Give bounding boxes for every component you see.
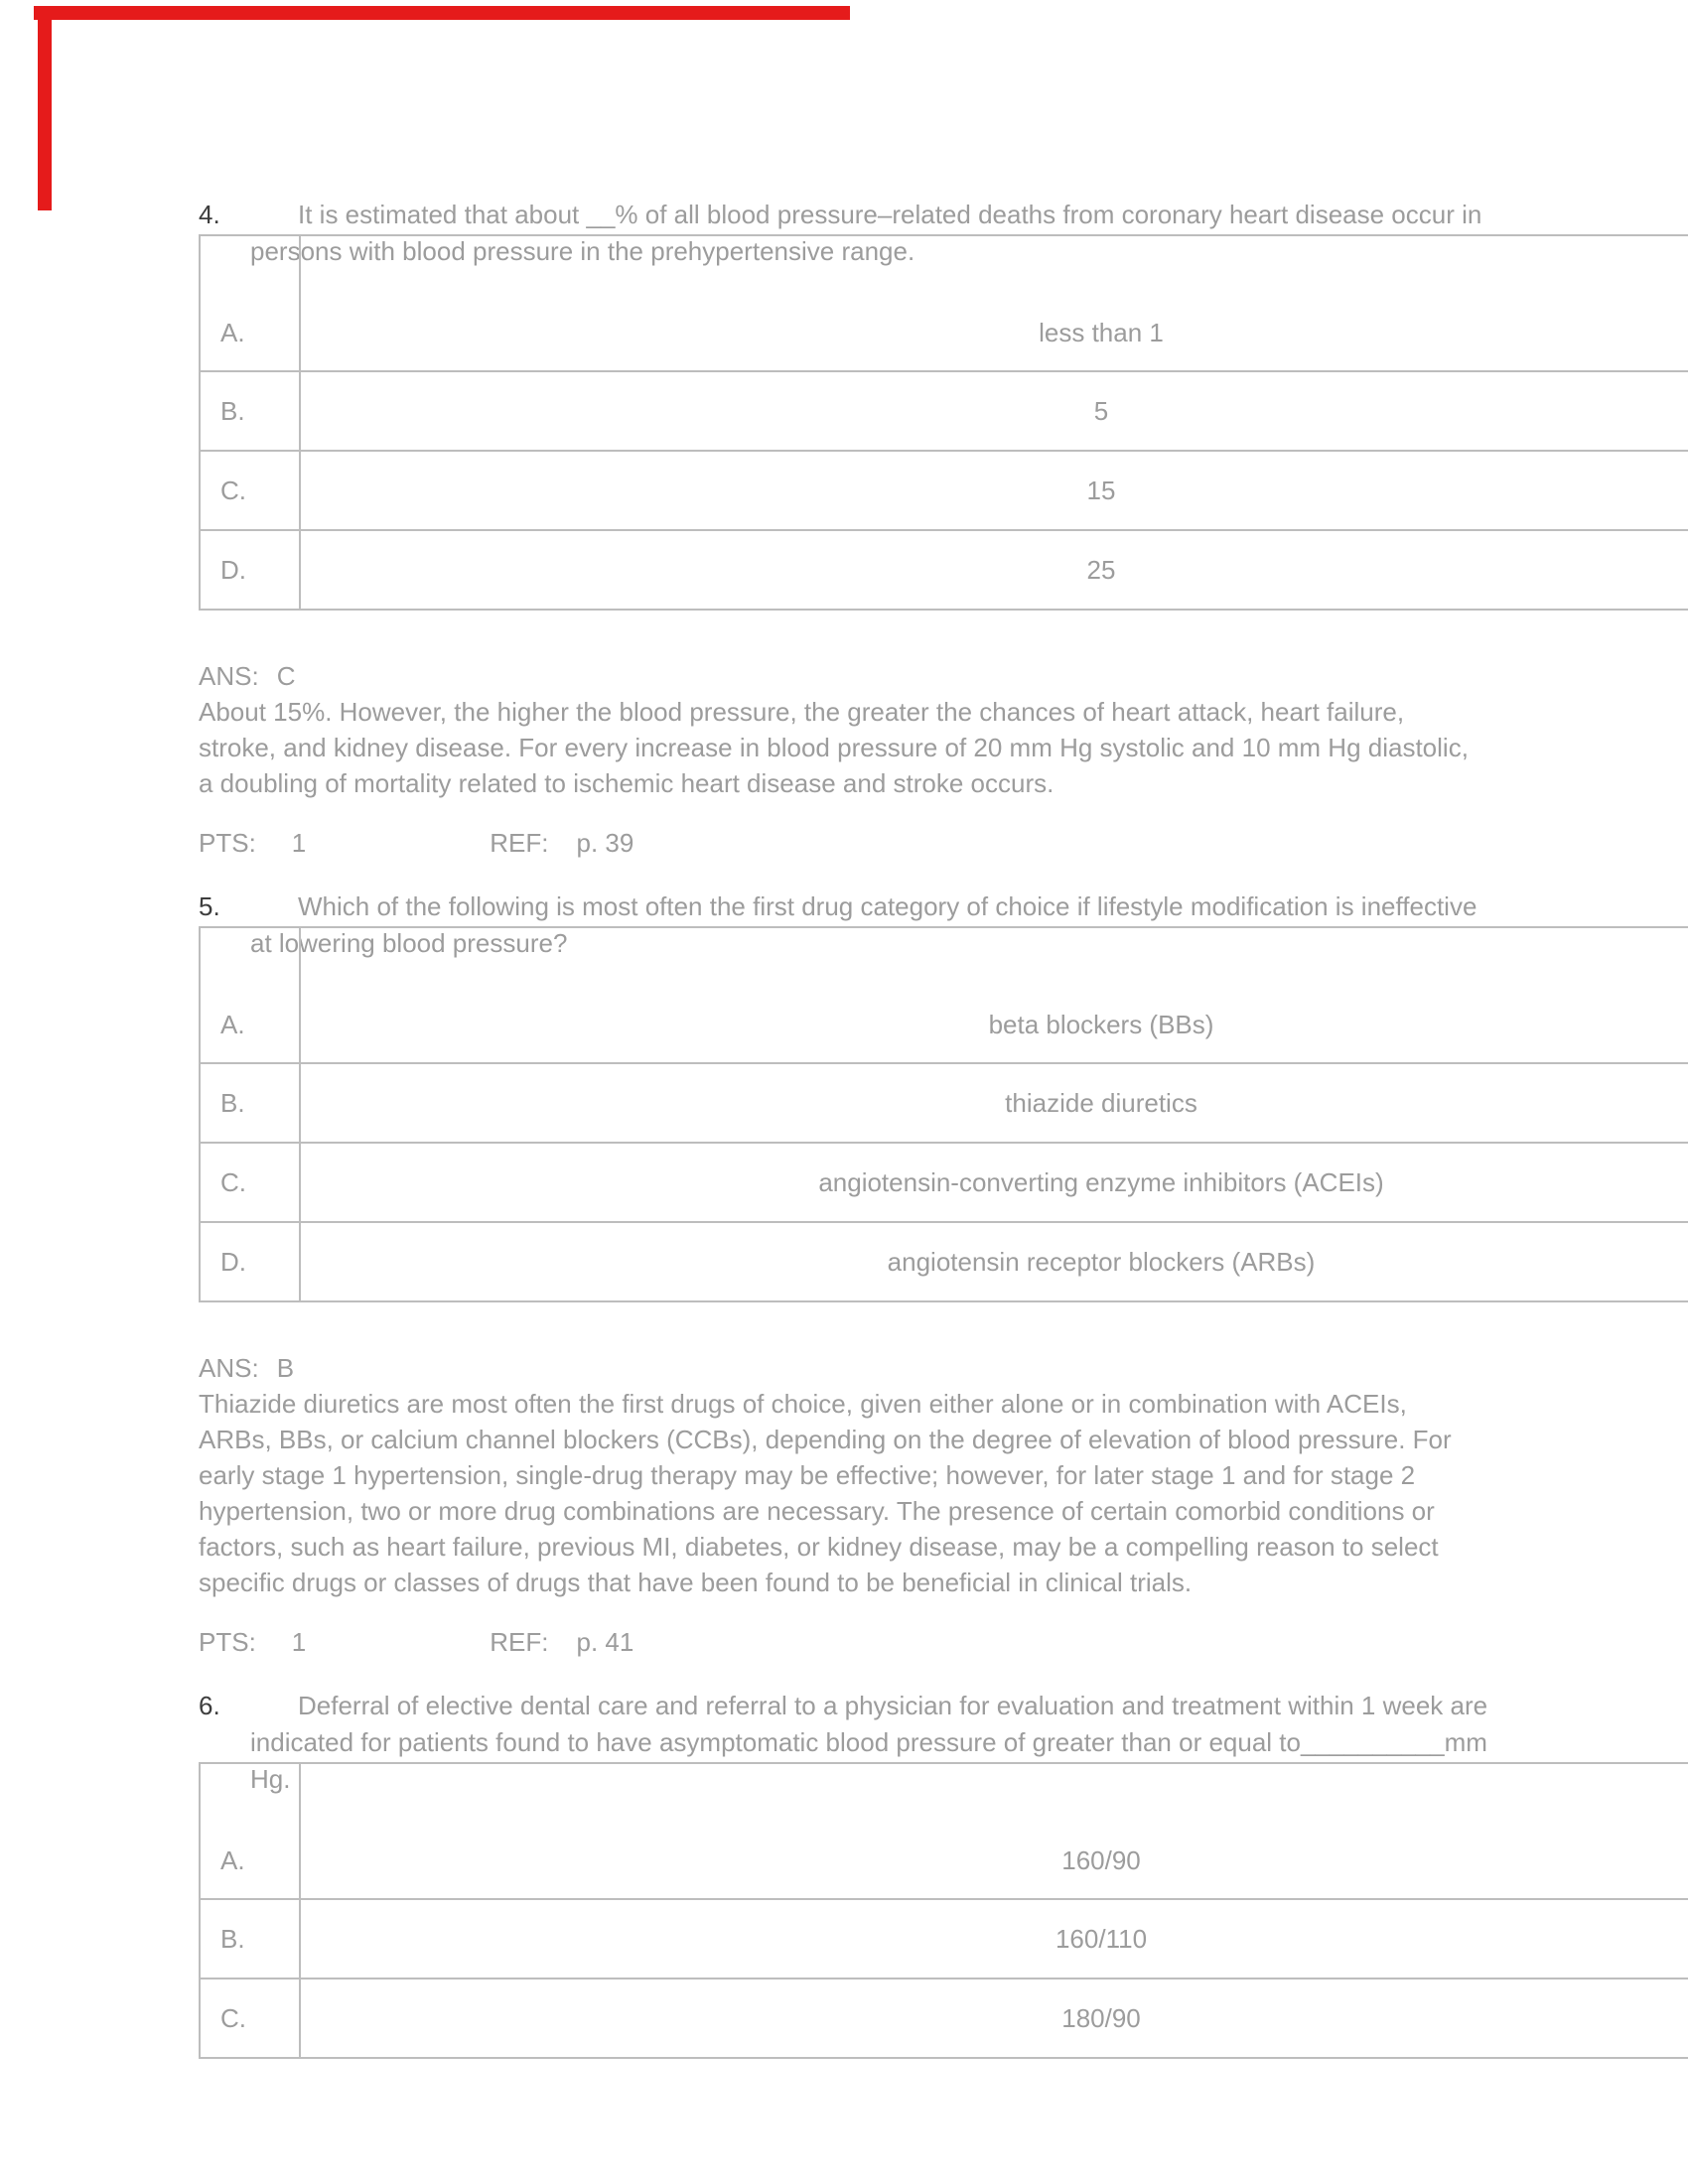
pts-value: 1 [291,1627,307,1657]
question-text: It is estimated that about __% of all blood pressure–related deaths from coronary heart disease occur in persons with blood pressure in the prehypertensive range. [250,200,1482,266]
option-label: B. [200,371,300,451]
option-row [200,927,1688,1063]
answer-line [199,1350,1479,1386]
points-reference-line [199,825,1688,861]
option-label: A. [200,235,300,371]
question-block-5 [199,888,1688,1660]
option-row [200,1222,1688,1301]
answer-label: ANS: [199,1353,259,1383]
ref-label: REF: [490,828,549,858]
options-table [199,234,1688,611]
pts-value: 1 [291,828,307,858]
question-number: 4. [199,200,220,229]
ref-label: REF: [490,1627,549,1657]
option-label: D. [200,1222,300,1301]
answer-label: ANS: [199,661,259,691]
option-row [200,1899,1688,1979]
option-value: 25 [300,530,1688,610]
answer-value: B [276,1353,295,1383]
option-label: B. [200,1063,300,1143]
option-row [200,371,1688,451]
question-block-4 [199,197,1688,861]
option-value: 180/90 [300,1979,1688,2058]
ref-value: p. 41 [576,1627,634,1657]
options-table [199,926,1688,1302]
option-value: beta blockers (BBs) [300,927,1688,1063]
option-value: 160/90 [300,1763,1688,1899]
question-block-6 [199,1688,1688,2059]
option-value: less than 1 [300,235,1688,371]
option-label: C. [200,1143,300,1222]
option-value: angiotensin receptor blockers (ARBs) [300,1222,1688,1301]
question-text: Deferral of elective dental care and referral to a physician for evaluation and treatment within 1 week are indicated for patients found to have asymptomatic blood pressure of greater than or equal to__________mm Hg. [250,1691,1488,1794]
ref-value: p. 39 [576,828,634,858]
explanation-text: Thiazide diuretics are most often the first drugs of choice, given either alone or in combination with ACEIs, ARBs, BBs, or calcium channel blockers (CCBs), depending on the degree of elevation of blood pressure. For early stage 1 hypertension, single-drug therapy may be effective; however, for later stage 1 and for stage 2 hypertension, two or more drug combinations are necessary. The presence of certain comorbid conditions or factors, such as heart failure, previous MI, diabetes, or kidney disease, may be a compelling reason to select specific drugs or classes of drugs that have been found to be beneficial in clinical trials. [199,1389,1452,1597]
option-label: C. [200,451,300,530]
option-value: thiazide diuretics [300,1063,1688,1143]
option-label: A. [200,927,300,1063]
option-label: B. [200,1899,300,1979]
answer-section [199,1350,1479,1600]
red-left-margin-line [38,6,52,210]
options-table [199,1762,1688,2059]
option-row [200,235,1688,371]
option-value: 5 [300,371,1688,451]
option-row [200,1143,1688,1222]
option-label: A. [200,1763,300,1899]
option-value: angiotensin-converting enzyme inhibitors (ACEIs) [300,1143,1688,1222]
option-row [200,1063,1688,1143]
answer-line [199,658,1479,694]
answer-section [199,658,1479,801]
answer-value: C [276,661,296,691]
option-value: 15 [300,451,1688,530]
option-row [200,530,1688,610]
question-number: 5. [199,891,220,921]
document-content [199,197,1688,2059]
pts-label: PTS: [199,1627,256,1657]
red-top-margin-line [34,6,850,20]
question-number: 6. [199,1691,220,1720]
option-row [200,1763,1688,1899]
option-row [200,1979,1688,2058]
option-row [200,451,1688,530]
explanation-text: About 15%. However, the higher the blood pressure, the greater the chances of heart attack, heart failure, stroke, and kidney disease. For every increase in blood pressure of 20 mm Hg systolic and 10 mm Hg diastolic, a doubling of mortality related to ischemic heart disease and stroke occurs. [199,697,1469,798]
points-reference-line [199,1624,1688,1660]
option-value: 160/110 [300,1899,1688,1979]
option-label: D. [200,530,300,610]
option-label: C. [200,1979,300,2058]
pts-label: PTS: [199,828,256,858]
question-text: Which of the following is most often the first drug category of choice if lifestyle modification is ineffective at lowering blood pressure? [250,891,1477,958]
